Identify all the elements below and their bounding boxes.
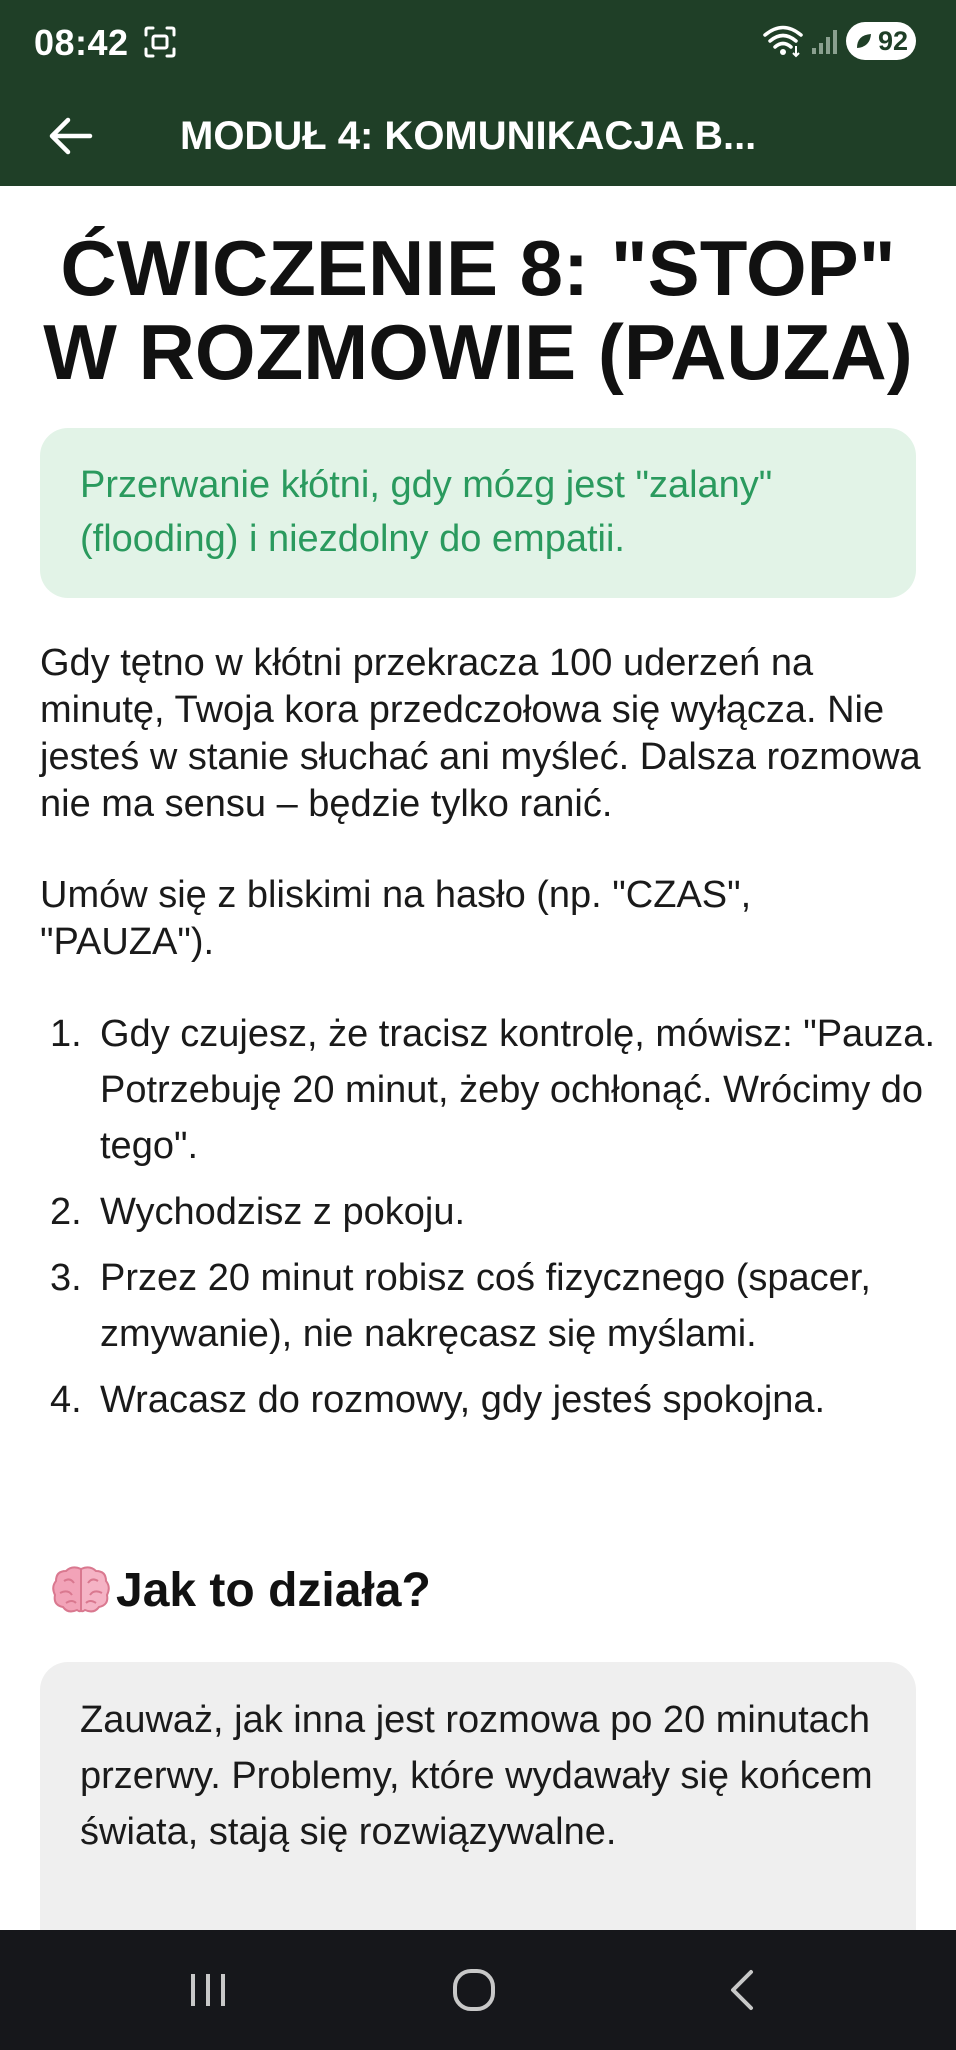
list-item [40, 1250, 940, 1362]
note-box [40, 1662, 916, 1930]
app-bar [0, 86, 956, 186]
step-number: 4. [50, 1379, 82, 1421]
note-text: Zauważ, jak inna jest rozmowa po 20 minutach przerwy. Problemy, które wydawały się końcem świata, stają się rozwiązywalne. [80, 1699, 873, 1853]
home-button[interactable] [434, 1960, 514, 2020]
wifi-icon [762, 24, 804, 58]
signal-icon [810, 26, 840, 56]
highlight-text: Przerwanie kłótni, gdy mózg jest "zalany" (flooding) i niezdolny do empatii. [80, 464, 773, 560]
list-item [40, 1006, 940, 1174]
list-item [40, 1372, 940, 1428]
page-title: ĆWICZENIE 8: "STOP" W ROZMOWIE (PAUZA) [43, 224, 913, 396]
app-bar-title: MODUŁ 4: KOMUNIKACJA B... [180, 114, 757, 158]
battery-indicator [846, 22, 916, 60]
system-nav-bar [0, 1930, 956, 2050]
recents-button[interactable] [168, 1960, 248, 2020]
nav-back-button[interactable] [702, 1960, 782, 2020]
home-icon [451, 1967, 497, 2013]
screenshot-icon [144, 26, 176, 58]
section-heading [50, 1550, 431, 1630]
arrow-left-icon [46, 116, 94, 156]
battery-level: 92 [877, 25, 908, 56]
back-button[interactable] [30, 102, 110, 170]
step-text: Wychodzisz z pokoju. [100, 1191, 466, 1233]
body-paragraph: Umów się z bliskimi na hasło (np. "CZAS", "PAUZA"). [40, 874, 752, 963]
brain-icon [50, 1563, 112, 1617]
body-paragraph: Gdy tętno w kłótni przekracza 100 uderzeń na minutę, Twoja kora przedczołowa się wyłącza. Nie jesteś w stanie słuchać ani myśleć. Dalsza rozmowa nie ma sensu – będzie tylko ranić. [40, 642, 921, 825]
step-text: Wracasz do rozmowy, gdy jesteś spokojna. [100, 1379, 826, 1421]
step-number: 1. [50, 1013, 82, 1055]
recents-icon [186, 1970, 230, 2010]
status-time: 08:42 [34, 22, 129, 63]
battery-saver-icon [855, 32, 873, 50]
step-number: 3. [50, 1257, 82, 1299]
chevron-left-icon [725, 1968, 759, 2012]
list-item [40, 1184, 940, 1240]
steps-list [40, 1006, 940, 1438]
highlight-box [40, 428, 916, 598]
status-bar [0, 0, 956, 86]
step-number: 2. [50, 1191, 82, 1233]
step-text: Przez 20 minut robisz coś fizycznego (spacer, zmywanie), nie nakręcasz się myślami. [100, 1257, 871, 1355]
section-heading-text: Jak to działa? [116, 1563, 431, 1617]
lesson-content[interactable] [0, 186, 956, 1930]
step-text: Gdy czujesz, że tracisz kontrolę, mówisz: "Pauza. Potrzebuję 20 minut, żeby ochłonąć. Wrócimy do tego". [100, 1013, 935, 1167]
